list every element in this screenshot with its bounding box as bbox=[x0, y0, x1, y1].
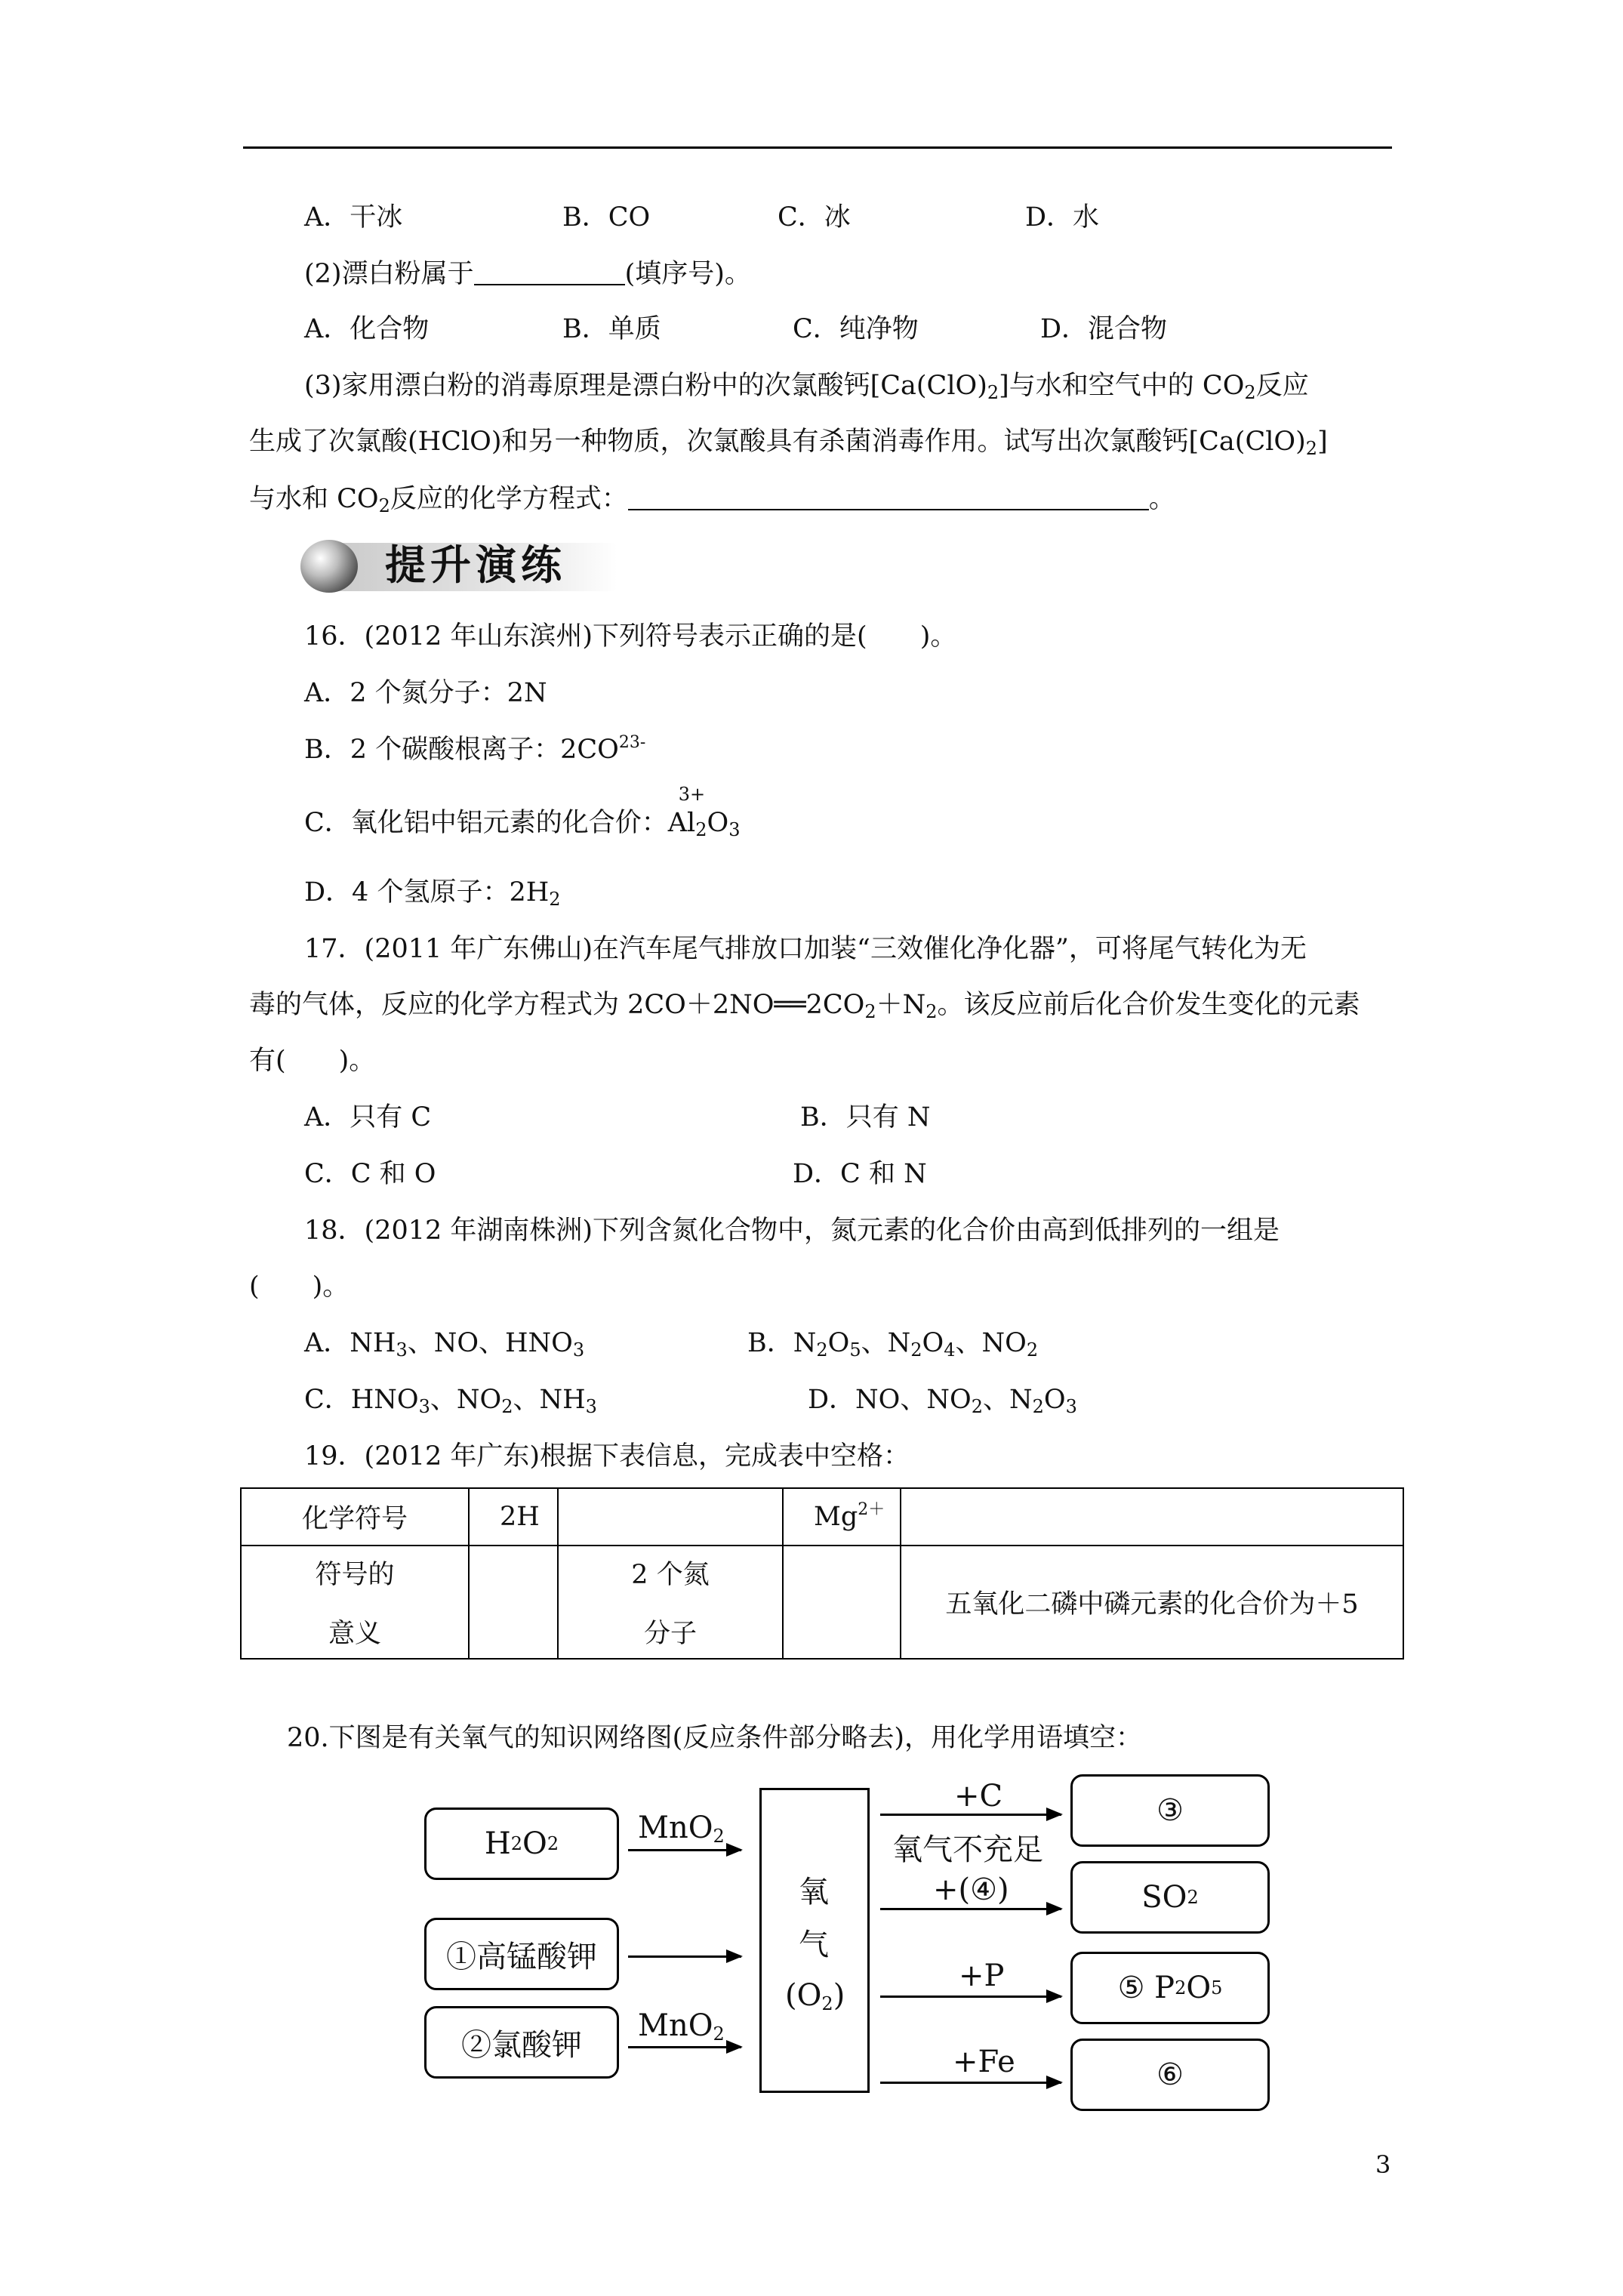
q19-head-meaning-l2: 意义 bbox=[328, 1619, 381, 1649]
q18-a bbox=[304, 1327, 584, 1360]
oxygen-symbol: O bbox=[707, 808, 729, 838]
header-rule bbox=[243, 146, 1392, 149]
catalyst-label-1 bbox=[638, 1811, 725, 1845]
superscript: 23- bbox=[618, 733, 646, 752]
subscript: 5 bbox=[849, 1339, 861, 1361]
subscript-3: 3 bbox=[396, 1339, 408, 1361]
mno2-text: MnO bbox=[638, 1811, 713, 1845]
subscript-3: 3 bbox=[418, 1396, 430, 1417]
arrow-kmno4 bbox=[628, 1955, 741, 1958]
h-symbol: H bbox=[484, 1826, 511, 1861]
subscript: 2 bbox=[713, 1826, 725, 1847]
subscript: 2 bbox=[816, 1339, 828, 1361]
product-box-p2o5: ⑤ P 2 O 5 bbox=[1070, 1952, 1270, 2024]
q18-b bbox=[747, 1327, 1038, 1360]
q15-sub2-text: (2)漂白粉属于 bbox=[304, 259, 474, 289]
q18-d-t1: D．NO、NO bbox=[808, 1385, 972, 1415]
q15-sub2-end: (填序号)。 bbox=[624, 259, 751, 289]
q19-cell-p2o5: 五氧化二磷中磷元素的化合价为＋5 bbox=[901, 1546, 1403, 1659]
subscript: 2 bbox=[1305, 438, 1318, 459]
q18-c-t2: 、NO bbox=[430, 1385, 502, 1415]
subscript: 2 bbox=[971, 1396, 983, 1417]
q19-table bbox=[240, 1487, 1404, 1660]
q17-l2a: 毒的气体，反应的化学方程式为 2CO＋2NO══2CO bbox=[249, 990, 865, 1020]
q15-opt1-a: A．干冰 bbox=[304, 202, 403, 233]
o2-paren: ) bbox=[833, 1978, 845, 2013]
superscript: 2＋ bbox=[858, 1500, 885, 1519]
q15-sub3-l3c: 。 bbox=[1148, 484, 1175, 514]
arrow-fe bbox=[880, 2082, 1061, 2084]
subscript: 2 bbox=[713, 2023, 725, 2045]
subscript: 2 bbox=[695, 819, 707, 840]
aluminum-symbol: Al bbox=[667, 808, 696, 838]
product-box-6: ⑥ bbox=[1070, 2039, 1270, 2111]
subscript: 2 bbox=[549, 889, 561, 910]
q15-sub3-line1 bbox=[304, 369, 1309, 402]
q19-head-symbol: 化学符号 bbox=[241, 1488, 469, 1546]
catalyst-label-2 bbox=[638, 2008, 725, 2043]
subscript: 2 bbox=[378, 495, 390, 516]
q18-b-t2: O bbox=[827, 1328, 850, 1358]
q16-c-text: C．氧化铝中铝元素的化合价： bbox=[304, 808, 668, 838]
q19-stem: 19．(2012 年广东)根据下表信息，完成表中空格： bbox=[304, 1441, 910, 1472]
oxygen-formula bbox=[785, 1978, 845, 2013]
reactant-fe: +Fe bbox=[953, 2045, 1015, 2079]
arrow-kclo3 bbox=[628, 2046, 741, 2048]
q15-opt2-a: A．化合物 bbox=[304, 314, 430, 344]
arrow-h2o2 bbox=[628, 1849, 741, 1851]
q16-c-formula bbox=[667, 784, 706, 840]
mg-symbol: Mg bbox=[814, 1502, 858, 1532]
q18-c bbox=[304, 1383, 597, 1416]
q15-sub2 bbox=[304, 257, 751, 291]
q18-b-t1: B．N bbox=[747, 1328, 817, 1358]
valence-mark: 3+ bbox=[678, 784, 706, 805]
q15-sub3-l3a: 与水和 CO bbox=[249, 484, 379, 514]
q18-c-t3: 、NH bbox=[513, 1385, 586, 1415]
q18-a-t1: A．NH bbox=[304, 1328, 396, 1358]
subscript-3: 3 bbox=[728, 819, 741, 840]
q19-cell-blank[interactable] bbox=[558, 1488, 783, 1546]
q20-stem: 20.下图是有关氧气的知识网络图(反应条件部分略去)，用化学用语填空： bbox=[287, 1723, 1142, 1753]
q17-line1: 17．(2011 年广东佛山)在汽车尾气排放口加装“三效催化净化器”，可将尾气转化为无 bbox=[304, 934, 1307, 964]
subscript: 2 bbox=[910, 1339, 922, 1361]
arrow-s bbox=[880, 1908, 1061, 1910]
oxygen-char-2: 气 bbox=[799, 1928, 829, 1962]
q19-head-meaning-l1: 符号的 bbox=[315, 1560, 395, 1590]
q17-line2 bbox=[249, 988, 1360, 1022]
q15-opt1-d: D．水 bbox=[1025, 202, 1100, 233]
q17-l2b: ＋N bbox=[876, 990, 926, 1020]
q15-sub3-l1b: ]与水和空气中的 CO bbox=[999, 371, 1245, 401]
q15-opt1-b: B．CO bbox=[562, 202, 651, 233]
q18-a-t2: 、NO、HNO bbox=[407, 1328, 573, 1358]
page-number: 3 bbox=[1375, 2150, 1391, 2179]
number-circle-5: ⑤ bbox=[1117, 1971, 1145, 2005]
subscript: 2 bbox=[864, 1001, 876, 1022]
q16-d bbox=[304, 876, 561, 909]
q19-cell-mg bbox=[783, 1488, 901, 1546]
q19-cell-blank[interactable] bbox=[783, 1546, 901, 1659]
q15-opt2-b: B．单质 bbox=[562, 314, 661, 344]
subscript: 2 bbox=[1244, 382, 1256, 403]
q16-b bbox=[304, 733, 645, 766]
subscript: 2 bbox=[501, 1396, 513, 1417]
q19-n2-l2: 分子 bbox=[643, 1619, 697, 1649]
section-header bbox=[300, 532, 617, 600]
condition-note: 氧气不充足 bbox=[892, 1832, 1043, 1867]
subscript-4: 4 bbox=[944, 1339, 956, 1361]
q15-opt2-d: D．混合物 bbox=[1040, 314, 1168, 344]
subscript-3: 3 bbox=[572, 1339, 585, 1361]
q18-b-t5: 、NO bbox=[955, 1328, 1027, 1358]
p-symbol: P bbox=[1154, 1971, 1175, 2005]
section-title: 提升演练 bbox=[385, 541, 566, 589]
subscript: 2 bbox=[925, 1001, 938, 1022]
q18-d bbox=[808, 1383, 1077, 1416]
subscript: 2 bbox=[1026, 1339, 1039, 1361]
so2-text: SO bbox=[1141, 1880, 1187, 1915]
q15-sub3-l2b: ] bbox=[1317, 427, 1328, 457]
q18-d-t2: 、N bbox=[982, 1385, 1033, 1415]
q15-sub3-l3b: 反应的化学方程式： bbox=[390, 484, 628, 514]
q17-l2c: 。该反应前后化合价发生变化的元素 bbox=[937, 990, 1360, 1020]
reactant-c: +C bbox=[954, 1779, 1003, 1814]
h2o2-box: H 2 O 2 bbox=[424, 1808, 619, 1880]
q15-opt2-c: C．纯净物 bbox=[793, 314, 919, 344]
q18-b-t3: 、N bbox=[861, 1328, 911, 1358]
reactant-p: +P bbox=[959, 1959, 1005, 1993]
q18-line2: ( )。 bbox=[249, 1271, 350, 1302]
q17-line3: 有( )。 bbox=[249, 1046, 376, 1076]
q18-line1: 18．(2012 年湖南株洲)下列含氮化合物中，氮元素的化合价由高到低排列的一组是 bbox=[304, 1216, 1280, 1246]
o-symbol: O bbox=[522, 1826, 547, 1861]
q16-d-text: D．4 个氢原子：2H bbox=[304, 877, 550, 908]
q19-cell-2h: 2H bbox=[469, 1488, 558, 1546]
q19-cell-blank[interactable] bbox=[901, 1488, 1403, 1546]
q19-head-meaning bbox=[241, 1546, 469, 1659]
q15-sub3-l2a: 生成了次氯酸(HClO)和另一种物质，次氯酸具有杀菌消毒作用。试写出次氯酸钙[Ca(ClO) bbox=[249, 427, 1306, 457]
o-symbol: O bbox=[1186, 1971, 1212, 2005]
q18-c-t1: C．HNO bbox=[304, 1385, 419, 1415]
q16-c bbox=[304, 784, 741, 840]
q18-d-t3: O bbox=[1043, 1385, 1066, 1415]
subscript-3: 3 bbox=[1065, 1396, 1077, 1417]
q17-a: A．只有 C bbox=[304, 1102, 432, 1133]
answer-blank[interactable] bbox=[474, 261, 625, 285]
o2-text: (O bbox=[785, 1978, 822, 2013]
q15-sub3-line2 bbox=[249, 425, 1328, 458]
q15-sub3-l1a: (3)家用漂白粉的消毒原理是漂白粉中的次氯酸钙[Ca(ClO) bbox=[304, 371, 987, 401]
q17-b: B．只有 N bbox=[800, 1102, 931, 1133]
arrow-c bbox=[880, 1814, 1061, 1816]
kclo3-box: ②氯酸钾 bbox=[424, 2006, 619, 2079]
q18-b-t4: O bbox=[922, 1328, 944, 1358]
subscript: 2 bbox=[821, 1993, 833, 2014]
q15-opt1-c: C．冰 bbox=[778, 202, 851, 233]
q16-b-text: B．2 个碳酸根离子：2CO bbox=[304, 735, 619, 765]
q19-n2-l1: 2 个氮 bbox=[631, 1560, 710, 1590]
subscript-3: 3 bbox=[585, 1396, 597, 1417]
arrow-p bbox=[880, 1996, 1061, 1998]
q15-sub3-line3 bbox=[249, 482, 1175, 516]
mno2-text: MnO bbox=[638, 2008, 713, 2043]
answer-blank[interactable] bbox=[628, 486, 1149, 510]
product-box-so2: SO 2 bbox=[1070, 1861, 1270, 1934]
kmno4-box: ①高锰酸钾 bbox=[424, 1918, 619, 1990]
q19-cell-n2 bbox=[558, 1546, 783, 1659]
section-ball-icon bbox=[300, 540, 358, 593]
reactant-s: +(④) bbox=[933, 1872, 1009, 1907]
q17-d: D．C 和 N bbox=[793, 1159, 927, 1189]
q15-sub3-l1c: 反应 bbox=[1255, 371, 1309, 401]
oxygen-char-1: 氧 bbox=[799, 1875, 829, 1909]
q17-c: C．C 和 O bbox=[304, 1159, 436, 1189]
q16-a: A．2 个氮分子：2N bbox=[304, 678, 547, 708]
subscript: 2 bbox=[987, 382, 999, 403]
product-box-1: ③ bbox=[1070, 1774, 1270, 1847]
subscript: 2 bbox=[1032, 1396, 1044, 1417]
q19-cell-blank[interactable] bbox=[469, 1546, 558, 1659]
q16-stem: 16．(2012 年山东滨州)下列符号表示正确的是( )。 bbox=[304, 621, 957, 652]
